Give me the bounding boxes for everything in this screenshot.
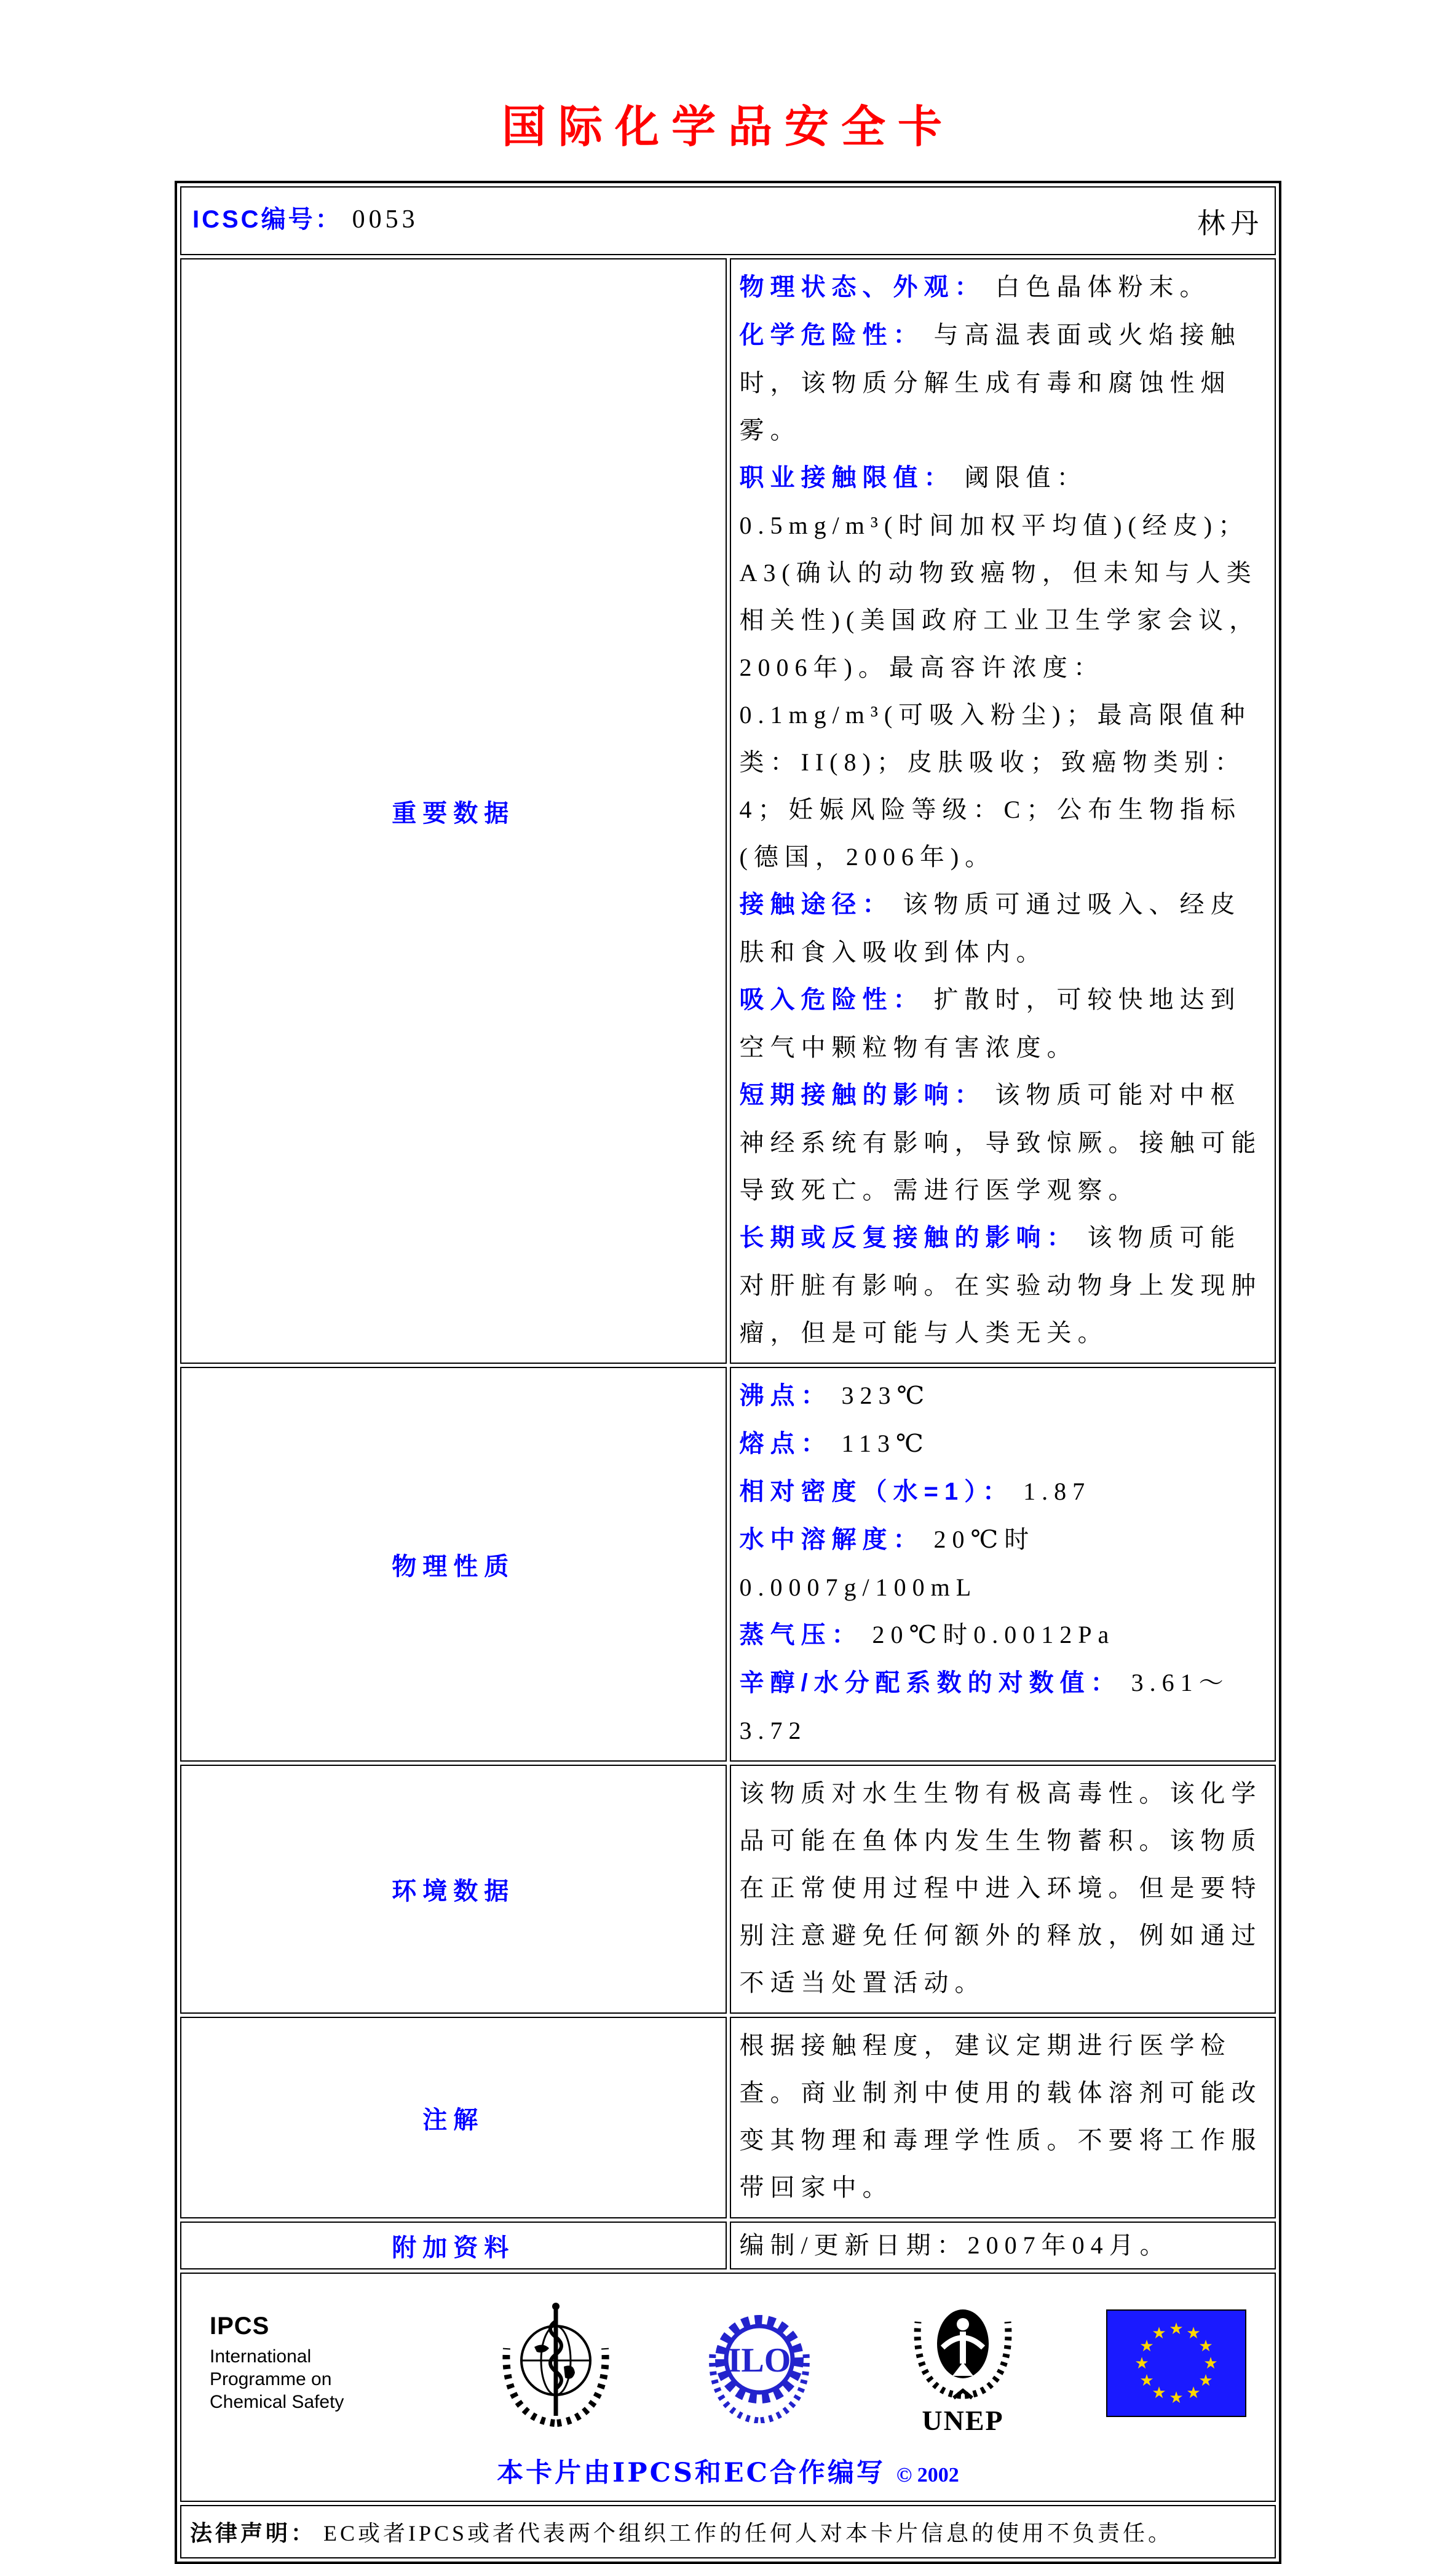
field-label: 辛醇/水分配系数的对数值： — [739, 1669, 1122, 1696]
field-label: 化学危险性： — [739, 322, 924, 349]
important-data-item — [740, 263, 1267, 311]
field-label: 物理状态、外观： — [739, 274, 986, 301]
ipcs-line: Programme on — [210, 2369, 332, 2389]
field-label: 蒸气压： — [739, 1621, 863, 1648]
logos-cell — [180, 2273, 1276, 2502]
icsc-number-label: ICSC编号： — [192, 206, 342, 233]
environmental-data-content — [730, 1765, 1276, 2014]
notes-content — [730, 2017, 1276, 2218]
logos-strip — [188, 2290, 1268, 2436]
field-value: 该物质对水生生物有极高毒性。该化学品可能在鱼体内发生生物蓄积。该物质在正常使用过程中进入环境。但是要特别注意避免任何额外的释放，例如通过不适当处置活动。 — [739, 1779, 1262, 1996]
section-label-important-data: 重要数据 — [180, 258, 727, 1364]
section-label-notes: 注解 — [180, 2017, 727, 2218]
legal-row — [180, 2505, 1276, 2558]
field-label: 长期或反复接触的影响： — [739, 1224, 1078, 1251]
physical-properties-content — [730, 1367, 1276, 1762]
svg-text:★: ★ — [1152, 2383, 1166, 2402]
field-value: 扩散时，可较快地达到空气中颗粒物有害浓度。 — [739, 986, 1241, 1061]
field-label: 职业接触限值： — [739, 464, 955, 491]
physical-property-item — [740, 1659, 1267, 1754]
field-value: 编制/更新日期：2007年04月。 — [739, 2231, 1171, 2259]
section-label-additional-info: 附加资料 — [180, 2222, 727, 2269]
notes-text — [740, 2022, 1267, 2211]
additional-info-content — [730, 2222, 1276, 2269]
svg-text:★: ★ — [1198, 2336, 1213, 2356]
field-label: 接触途径： — [739, 891, 893, 918]
ipcs-line: International — [210, 2346, 312, 2367]
svg-text:★: ★ — [1198, 2371, 1213, 2390]
svg-text:★: ★ — [1169, 2388, 1184, 2407]
field-label: 沸点： — [739, 1382, 832, 1409]
important-data-item — [740, 1214, 1267, 1356]
logos-row — [180, 2273, 1276, 2502]
icsc-number-value: 0053 — [352, 205, 419, 234]
copyright-text: © 2002 — [896, 2464, 959, 2487]
field-label: 水中溶解度： — [739, 1526, 924, 1553]
field-value: 白色晶体粉末。 — [995, 273, 1211, 301]
unep-logo-icon — [904, 2290, 1021, 2436]
field-value: 该物质可能对肝脏有影响。在实验动物身上发现肿瘤，但是可能与人类无关。 — [739, 1224, 1262, 1347]
svg-text:★: ★ — [1186, 2383, 1201, 2402]
important-data-item — [740, 1071, 1267, 1214]
environmental-data-row — [180, 1765, 1276, 2014]
important-data-item — [740, 880, 1267, 976]
field-value: 与高温表面或火焰接触时，该物质分解生成有毒和腐蚀性烟雾。 — [739, 321, 1241, 444]
svg-text:★: ★ — [1203, 2354, 1218, 2373]
unep-letters: UNEP — [922, 2405, 1004, 2436]
legal-cell — [180, 2505, 1276, 2558]
environmental-data-text — [740, 1770, 1267, 2006]
section-label-physical-properties: 物理性质 — [180, 1367, 727, 1762]
ipcs-line: Chemical Safety — [210, 2392, 344, 2412]
ipcs-title: IPCS — [210, 2313, 270, 2340]
ipcs-block — [210, 2313, 413, 2413]
chemical-name: 林丹 — [1197, 208, 1264, 239]
legal-label: 法律声明： — [190, 2520, 317, 2546]
field-value: 20℃时0.0012Pa — [872, 1621, 1115, 1648]
important-data-content — [730, 258, 1276, 1364]
credit-text: 本卡片由IPCS和EC合作编写 — [497, 2458, 885, 2488]
ilo-logo-icon — [699, 2303, 820, 2423]
important-data-item — [740, 311, 1267, 454]
notes-row — [180, 2017, 1276, 2218]
field-value: 323℃ — [841, 1382, 931, 1409]
svg-text:★: ★ — [1139, 2336, 1154, 2356]
field-value: 该物质可通过吸入、经皮肤和食入吸收到体内。 — [739, 890, 1241, 966]
field-value: 113℃ — [841, 1430, 930, 1457]
icsc-card-table — [175, 181, 1281, 2564]
icsc-header-cell — [180, 186, 1276, 255]
page-title: 国际化学品安全卡 — [501, 100, 954, 152]
eu-flag-icon — [1106, 2309, 1246, 2417]
additional-info-row — [180, 2222, 1276, 2269]
icsc-header-row — [180, 186, 1276, 255]
important-data-item — [740, 976, 1267, 1071]
important-data-item — [740, 454, 1267, 880]
physical-property-item — [740, 1372, 1267, 1420]
field-value: 根据接触程度，建议定期进行医学检查。商业制剂中使用的载体溶剂可能改变其物理和毒理学性质。不要将工作服带回家中。 — [739, 2032, 1262, 2201]
field-value: 20℃时0.0007g/100mL — [739, 1525, 1035, 1601]
physical-property-item — [740, 1420, 1267, 1468]
legal-text: EC或者IPCS或者代表两个组织工作的任何人对本卡片信息的使用不负责任。 — [323, 2521, 1174, 2546]
field-value: 3.61～3.72 — [739, 1669, 1230, 1744]
physical-property-item — [740, 1611, 1267, 1659]
field-label: 短期接触的影响： — [739, 1082, 986, 1109]
credit-line — [188, 2452, 1268, 2490]
physical-property-item — [740, 1468, 1267, 1516]
field-value: 1.87 — [1023, 1478, 1091, 1505]
field-value: 该物质可能对中枢神经系统有影响，导致惊厥。接触可能导致死亡。需进行医学观察。 — [739, 1081, 1262, 1204]
physical-property-item — [740, 1516, 1267, 1611]
svg-text:★: ★ — [1186, 2324, 1201, 2343]
physical-properties-row — [180, 1367, 1276, 1762]
field-value: 阈限值：0.5mg/m³(时间加权平均值)(经皮)；A3(确认的动物致癌物，但未知与人类相关性)(美国政府工业卫生学家会议，2006年)。最高容许浓度：0.1mg/m³(可吸入粉尘)；最高限值种类：II(8)；皮肤吸收；致癌物类别：4；妊娠风险等级：C；公布生物指标(德国，2006年)。 — [739, 464, 1260, 871]
svg-text:★: ★ — [1134, 2354, 1149, 2373]
ilo-letters: ILO — [727, 2341, 791, 2380]
svg-text:★: ★ — [1139, 2371, 1154, 2390]
field-label: 吸入危险性： — [739, 986, 924, 1013]
field-label: 熔点： — [739, 1430, 832, 1457]
field-label: 相对密度（水=1）： — [739, 1478, 1014, 1505]
svg-text:★: ★ — [1169, 2319, 1184, 2338]
who-logo-icon — [497, 2298, 614, 2428]
important-data-row — [180, 258, 1276, 1364]
svg-text:★: ★ — [1152, 2324, 1166, 2343]
section-label-environmental-data: 环境数据 — [180, 1765, 727, 2014]
